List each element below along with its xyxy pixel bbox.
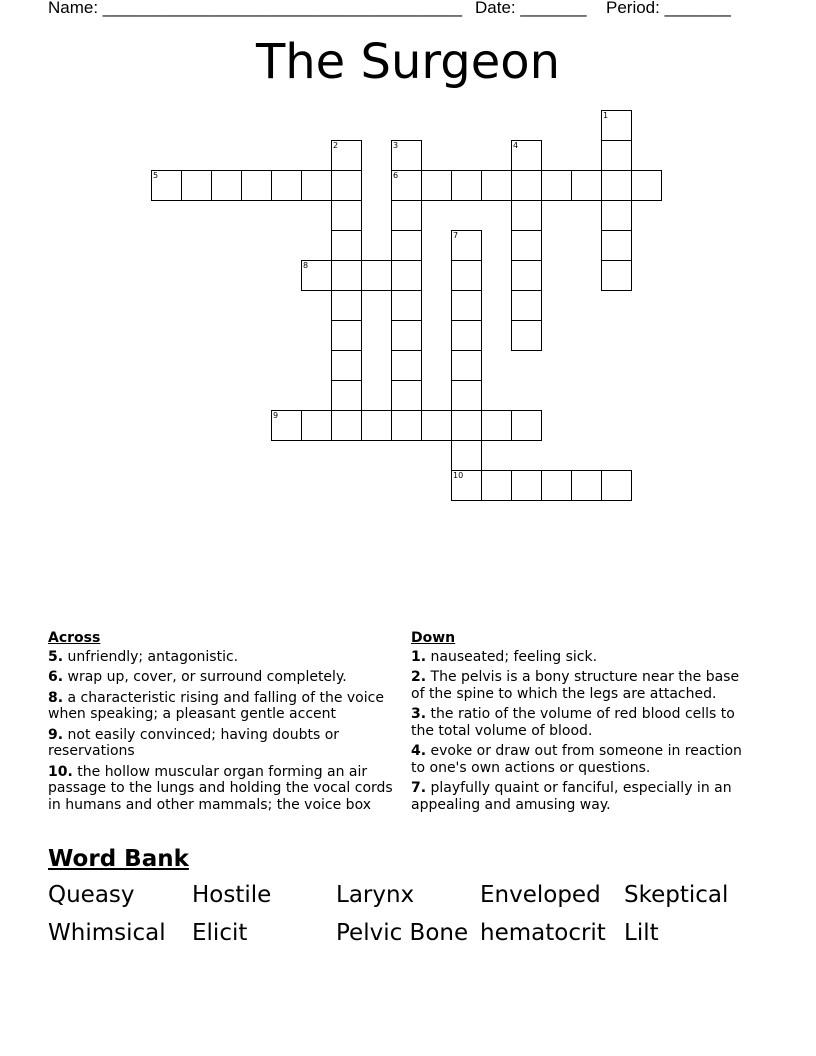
- clue-number: 7.: [411, 780, 427, 796]
- word-bank-item: Queasy: [48, 882, 135, 908]
- word-bank-item: Larynx: [336, 882, 415, 908]
- grid-cell[interactable]: [151, 170, 182, 201]
- grid-cell[interactable]: [331, 230, 362, 261]
- grid-cell[interactable]: [571, 470, 602, 501]
- clue-text: The pelvis is a bony structure near the base of the spine to which the legs are attached.: [411, 669, 740, 702]
- grid-cell[interactable]: [331, 380, 362, 411]
- grid-cell[interactable]: [571, 170, 602, 201]
- grid-cell[interactable]: [241, 170, 272, 201]
- grid-cell[interactable]: [451, 170, 482, 201]
- clue-number: 8: [303, 261, 309, 270]
- clue-text: a characteristic rising and falling of the voice when speaking; a pleasant gentle accent: [48, 689, 384, 722]
- grid-cell[interactable]: [451, 320, 482, 351]
- word-bank-item: Skeptical: [624, 882, 729, 908]
- grid-cell[interactable]: [631, 170, 662, 201]
- grid-cell[interactable]: [331, 200, 362, 231]
- down-clue: [411, 669, 756, 702]
- grid-cell[interactable]: [511, 470, 542, 501]
- grid-cell[interactable]: [601, 140, 632, 171]
- word-bank-item: Elicit: [192, 920, 248, 946]
- clue-number: 7: [453, 231, 459, 240]
- clue-number: 4: [513, 141, 519, 150]
- down-clue: [411, 649, 756, 666]
- clue-text: unfriendly; antagonistic.: [63, 648, 239, 665]
- grid-cell[interactable]: [331, 290, 362, 321]
- grid-cell[interactable]: [421, 170, 452, 201]
- grid-cell[interactable]: [361, 260, 392, 291]
- grid-cell[interactable]: [511, 410, 542, 441]
- grid-cell[interactable]: [391, 230, 422, 261]
- grid-cell[interactable]: [481, 470, 512, 501]
- grid-cell[interactable]: [511, 320, 542, 351]
- grid-cell[interactable]: [391, 410, 422, 441]
- word-bank-title: Word Bank: [48, 846, 189, 872]
- grid-cell[interactable]: [451, 350, 482, 381]
- period-field-label[interactable]: Period: _______: [606, 0, 731, 17]
- clue-number: 2.: [411, 669, 427, 685]
- grid-cell[interactable]: [391, 350, 422, 381]
- grid-cell[interactable]: [451, 410, 482, 441]
- grid-cell[interactable]: [211, 170, 242, 201]
- clue-text: not easily convinced; having doubts or reservations: [48, 726, 340, 759]
- grid-cell[interactable]: [361, 410, 392, 441]
- clue-text: nauseated; feeling sick.: [426, 648, 598, 665]
- word-bank-item: Lilt: [624, 920, 659, 946]
- grid-cell[interactable]: [511, 290, 542, 321]
- grid-cell[interactable]: [271, 170, 302, 201]
- grid-cell[interactable]: [331, 350, 362, 381]
- clue-text: the ratio of the volume of red blood cells to the total volume of blood.: [411, 706, 735, 739]
- grid-cell[interactable]: [601, 110, 632, 141]
- clue-number: 5.: [48, 648, 64, 665]
- grid-cell[interactable]: [331, 170, 362, 201]
- grid-cell[interactable]: [391, 140, 422, 171]
- clue-number: 2: [333, 141, 339, 150]
- grid-cell[interactable]: [391, 200, 422, 231]
- clue-number: 3.: [411, 706, 427, 722]
- grid-cell[interactable]: [181, 170, 212, 201]
- grid-cell[interactable]: [601, 170, 632, 201]
- across-clues: [48, 630, 403, 817]
- grid-cell[interactable]: [481, 410, 512, 441]
- grid-cell[interactable]: [391, 380, 422, 411]
- across-clue: [48, 764, 403, 814]
- clue-number: 4.: [411, 743, 427, 759]
- clue-number: 10.: [48, 763, 73, 780]
- clue-number: 10: [453, 471, 464, 480]
- grid-cell[interactable]: [331, 260, 362, 291]
- grid-cell[interactable]: [391, 290, 422, 321]
- clue-number: 9: [273, 411, 279, 420]
- word-bank-item: Enveloped: [480, 882, 601, 908]
- grid-cell[interactable]: [511, 230, 542, 261]
- clue-number: 8.: [48, 689, 64, 706]
- grid-cell[interactable]: [451, 470, 482, 501]
- clue-number: 3: [393, 141, 399, 150]
- grid-cell[interactable]: [271, 410, 302, 441]
- date-field-label[interactable]: Date: _______: [475, 0, 587, 17]
- across-clue: [48, 690, 403, 723]
- clue-text: wrap up, cover, or surround completely.: [63, 669, 347, 685]
- grid-cell[interactable]: [451, 260, 482, 291]
- grid-cell[interactable]: [301, 410, 332, 441]
- grid-cell[interactable]: [331, 410, 362, 441]
- clue-text: evoke or draw out from someone in reaction to one's own actions or questions.: [411, 743, 742, 776]
- grid-cell[interactable]: [451, 380, 482, 411]
- clue-number: 6.: [48, 669, 64, 685]
- clue-number: 9.: [48, 726, 64, 743]
- down-heading: Down: [411, 630, 456, 646]
- across-clue: [48, 669, 403, 686]
- grid-cell[interactable]: [511, 200, 542, 231]
- grid-cell[interactable]: [511, 260, 542, 291]
- grid-cell[interactable]: [421, 410, 452, 441]
- grid-cell[interactable]: [301, 260, 332, 291]
- down-clue: [411, 780, 756, 813]
- grid-cell[interactable]: [451, 440, 482, 471]
- across-clue: [48, 649, 403, 666]
- clue-number: 1: [603, 111, 609, 120]
- word-bank-item: Whimsical: [48, 920, 166, 946]
- grid-cell[interactable]: [511, 170, 542, 201]
- down-clue: [411, 706, 756, 739]
- grid-cell[interactable]: [601, 200, 632, 231]
- grid-cell[interactable]: [391, 260, 422, 291]
- clue-text: playfully quaint or fanciful, especially in an appealing and amusing way.: [411, 780, 732, 813]
- clue-number: 6: [393, 171, 399, 180]
- across-heading: Across: [48, 630, 101, 646]
- grid-cell[interactable]: [481, 170, 512, 201]
- name-field-label[interactable]: Name: ______________________________________: [48, 0, 463, 17]
- grid-cell[interactable]: [331, 140, 362, 171]
- clue-number: 1.: [411, 648, 427, 665]
- grid-cell[interactable]: [301, 170, 332, 201]
- clue-number: 5: [153, 171, 159, 180]
- grid-cell[interactable]: [391, 170, 422, 201]
- grid-cell[interactable]: [601, 470, 632, 501]
- down-clues: [411, 630, 756, 817]
- word-bank-item: Hostile: [192, 882, 272, 908]
- across-clue: [48, 727, 403, 760]
- clue-text: the hollow muscular organ forming an air passage to the lungs and holding the vocal cords in humans and other mammals; the voice box: [48, 763, 393, 813]
- grid-cell[interactable]: [541, 470, 572, 501]
- word-bank-item: hematocrit: [480, 920, 606, 946]
- grid-cell[interactable]: [601, 260, 632, 291]
- grid-cell[interactable]: [601, 230, 632, 261]
- grid-cell[interactable]: [541, 170, 572, 201]
- grid-cell[interactable]: [331, 320, 362, 351]
- page-title: The Surgeon: [255, 34, 561, 90]
- grid-cell[interactable]: [511, 140, 542, 171]
- grid-cell[interactable]: [391, 320, 422, 351]
- word-bank-item: Pelvic Bone: [336, 920, 469, 946]
- grid-cell[interactable]: [451, 230, 482, 261]
- down-clue: [411, 743, 756, 776]
- grid-cell[interactable]: [451, 290, 482, 321]
